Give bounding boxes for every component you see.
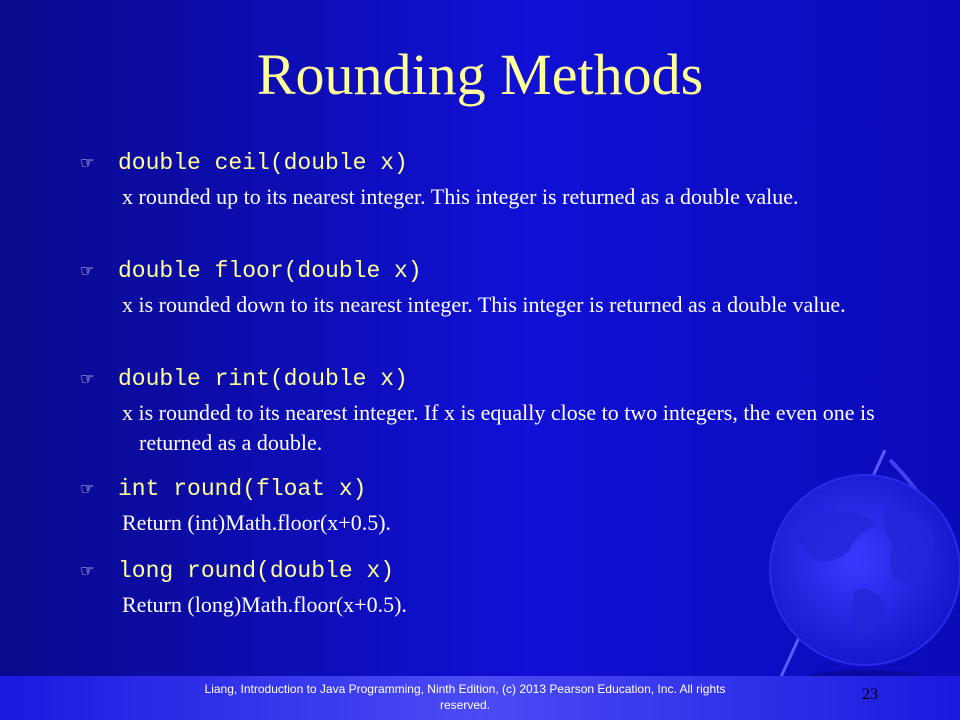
- method-signature: double floor(double x): [118, 258, 422, 284]
- globe-icon: [735, 450, 960, 690]
- method-signature: int round(float x): [118, 476, 367, 502]
- list-item: [80, 148, 900, 212]
- list-item: [80, 364, 900, 458]
- hand-pointer-icon: ☞: [80, 153, 95, 172]
- method-description: x rounded up to its nearest integer. This integer is returned as a double value.: [122, 184, 799, 209]
- method-signature: double rint(double x): [118, 366, 408, 392]
- slide-title: Rounding Methods: [256, 42, 704, 107]
- hand-pointer-icon: ☞: [80, 261, 95, 280]
- method-description: x is rounded down to its nearest integer. This integer is returned as a double value.: [122, 292, 846, 317]
- page-number: 23: [862, 686, 878, 703]
- hand-pointer-icon: ☞: [80, 561, 95, 580]
- method-description: x is rounded to its nearest integer. If x is equally close to two integers, the even one is returned as a double.: [122, 400, 875, 455]
- method-signature: double ceil(double x): [118, 150, 408, 176]
- method-description: Return (int)Math.floor(x+0.5).: [122, 510, 392, 535]
- method-description: Return (long)Math.floor(x+0.5).: [122, 592, 407, 617]
- hand-pointer-icon: ☞: [80, 369, 95, 388]
- hand-pointer-icon: ☞: [80, 479, 95, 498]
- method-signature: long round(double x): [118, 558, 395, 584]
- list-item: [80, 256, 900, 320]
- footer-copyright: Liang, Introduction to Java Programming, Ninth Edition, (c) 2013 Pearson Education, Inc. All rights reserved.: [204, 682, 726, 712]
